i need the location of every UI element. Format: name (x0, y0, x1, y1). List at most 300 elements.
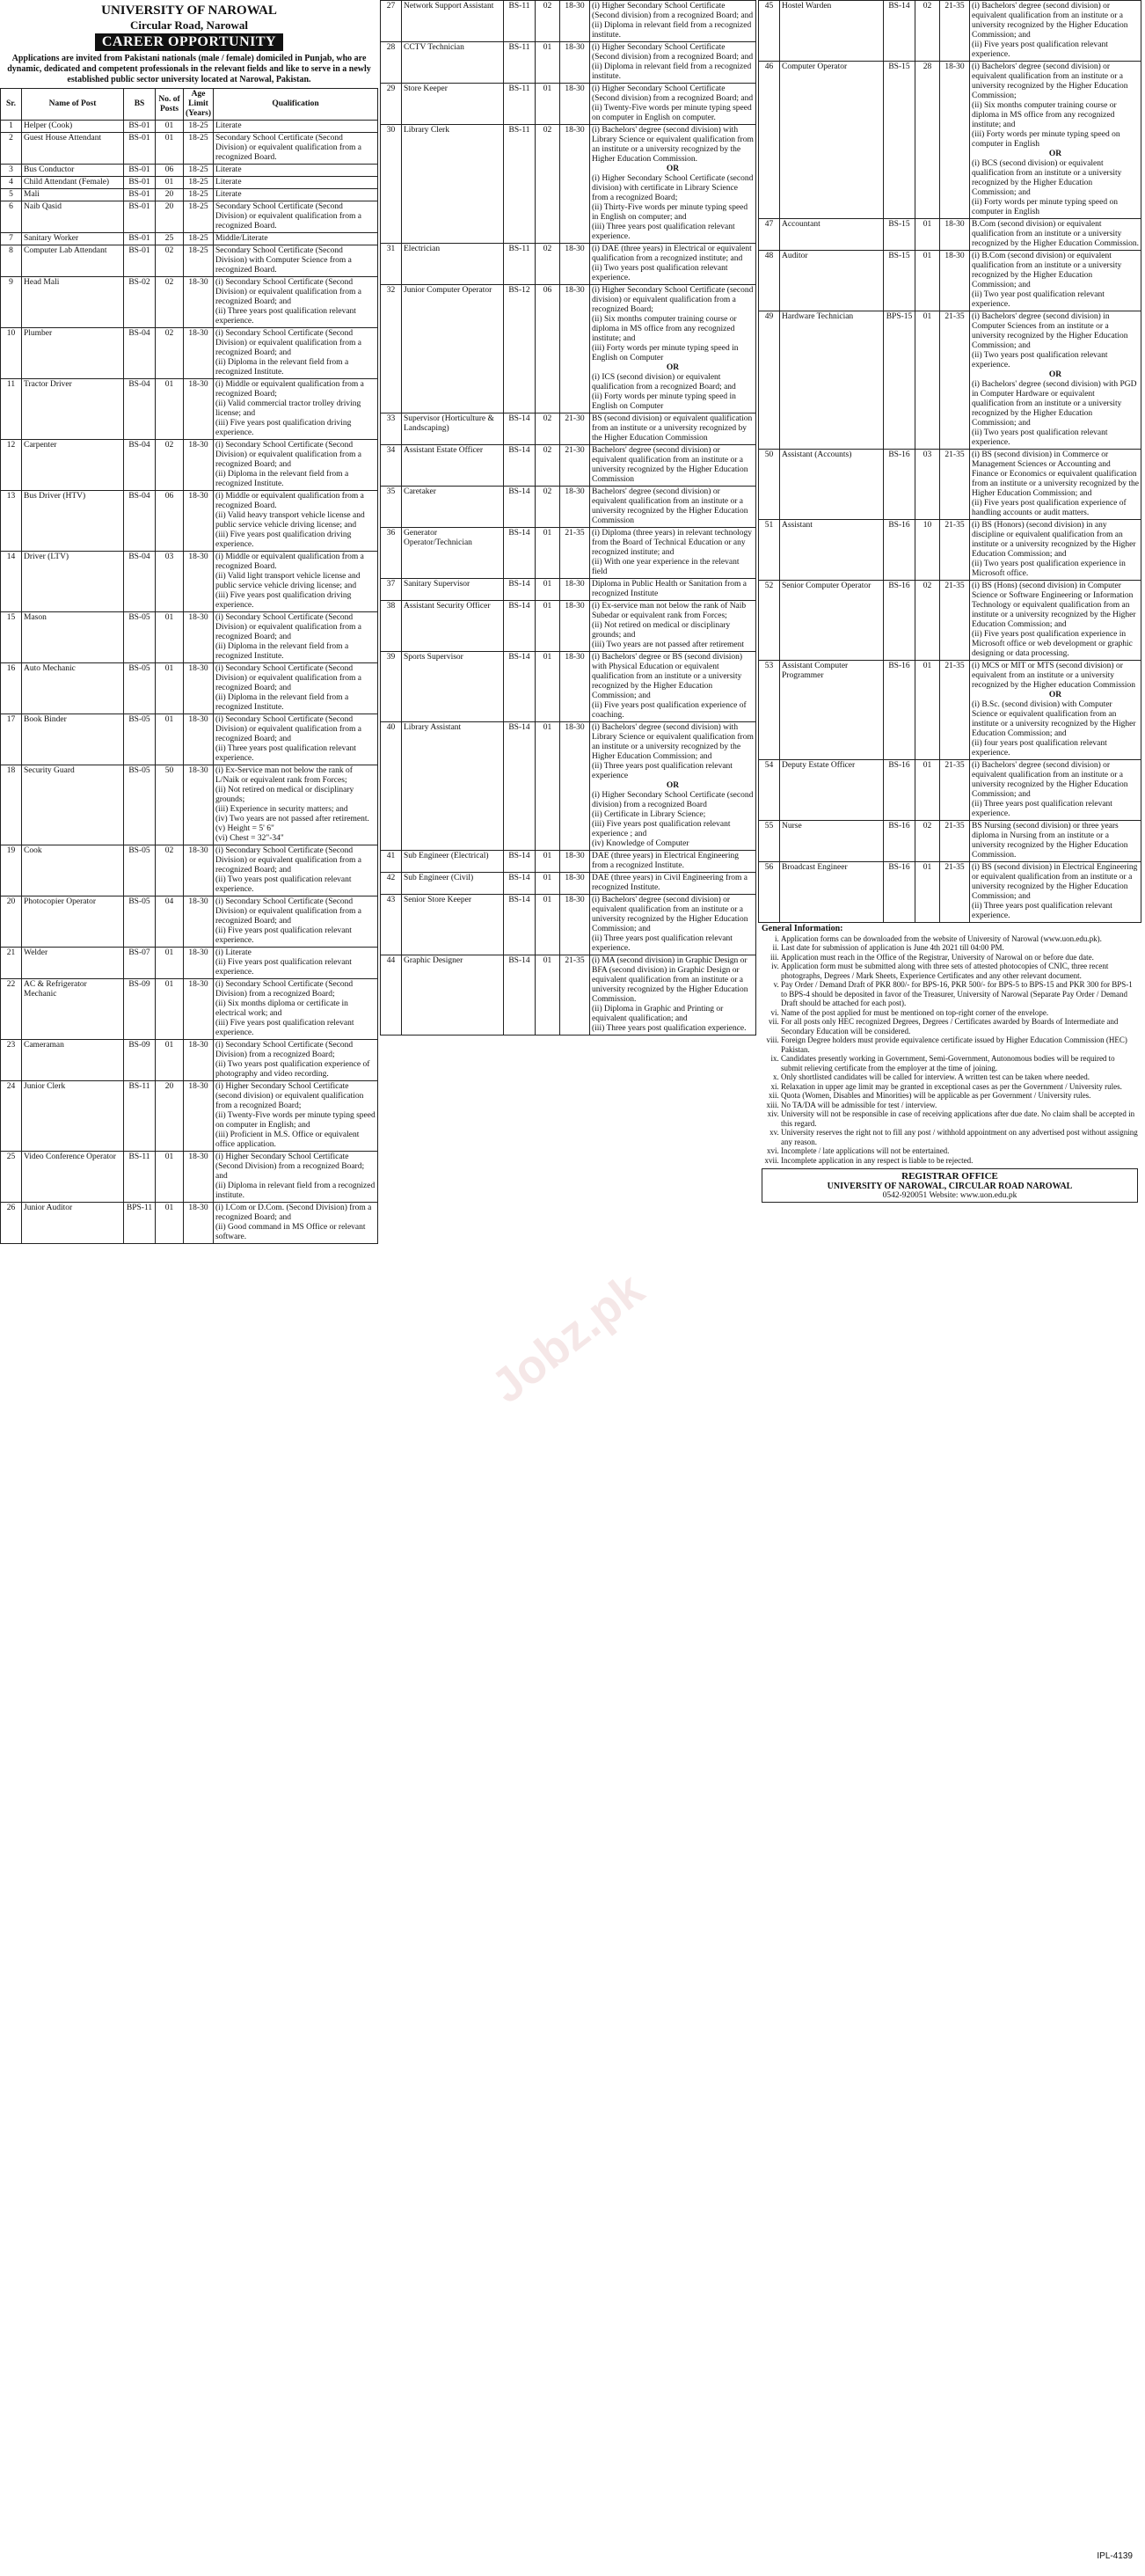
column-middle (380, 0, 756, 1036)
qualification-cell (214, 121, 378, 133)
qualification-line: (i) Ex-Service man not below the rank of L/Naik or equivalent rank from Forces; (215, 766, 353, 785)
qualification-line: (i) Higher Secondary School Certificate (Second division) from a recognized Board; and (592, 84, 754, 103)
qualification-line: (iii) Three years post qualification relevant experience. (592, 223, 735, 241)
qualification-line: (ii) four years post qualification relevant experience. (972, 739, 1107, 757)
qualification-line: (ii) Valid heavy transport vehicle license and public service vehicle driving license; and (215, 511, 365, 530)
sr-cell: 55 (759, 821, 780, 862)
table-row (381, 84, 756, 125)
qualification-line: (ii) Diploma in relevant field from a recognized institute. (592, 21, 752, 40)
post-name: Video Conference Operator (22, 1152, 124, 1203)
posts-cell: 03 (156, 552, 184, 612)
table-row (381, 652, 756, 722)
qualification-line: (iii) Experience in security matters; and (215, 805, 348, 814)
age-cell: 18-30 (184, 1081, 214, 1152)
table-row (381, 125, 756, 244)
registrar-contact: 0542-920051 Website: www.uon.edu.pk (882, 1191, 1017, 1200)
bs-cell: BS-16 (884, 520, 915, 581)
qualification-cell (214, 663, 378, 714)
age-cell: 18-30 (184, 440, 214, 491)
post-name: Sub Engineer (Civil) (402, 873, 504, 895)
qualification-cell (214, 979, 378, 1040)
qualification-cell (214, 1203, 378, 1244)
bs-cell: BS-05 (124, 663, 156, 714)
qualification-cell (214, 765, 378, 845)
post-name: Sports Supervisor (402, 652, 504, 722)
bs-cell: BS-14 (504, 413, 536, 445)
bs-cell: BS-15 (884, 62, 915, 219)
qualification-line: (ii) With one year experience in the relevant field (592, 558, 740, 576)
qualification-line: (ii) Forty words per minute typing speed in English on Computer (592, 392, 736, 411)
post-name: Deputy Estate Officer (780, 760, 884, 821)
bs-cell: BS-16 (884, 450, 915, 520)
age-cell: 18-30 (184, 765, 214, 845)
bs-cell: BS-14 (504, 851, 536, 873)
sr-cell: 8 (1, 245, 22, 277)
bs-cell: BS-14 (504, 895, 536, 955)
posts-cell: 02 (915, 581, 940, 661)
bs-cell: BS-01 (124, 189, 156, 201)
sr-cell: 18 (1, 765, 22, 845)
qualification-line: (ii) Twenty-Five words per minute typing speed on computer in English; and (215, 1111, 376, 1130)
qualification-cell (214, 277, 378, 328)
qualification-line: (i) Secondary School Certificate (Second Division) or equivalent qualification from a recognized Board; and (215, 329, 361, 357)
qualification-line: DAE (three years) in Civil Engineering from a recognized Institute. (592, 874, 748, 892)
posts-cell: 02 (536, 413, 560, 445)
bs-cell: BS-11 (504, 84, 536, 125)
column-right (758, 0, 1141, 1203)
sr-cell: 52 (759, 581, 780, 661)
qualification-line: (i) Higher Secondary School Certificate (second division) with certificate in Library Science from a recognized Board; (592, 174, 754, 202)
registrar-box (762, 1168, 1138, 1203)
or-separator: OR (1048, 370, 1062, 379)
bs-cell: BS-04 (124, 491, 156, 552)
qualification-cell (590, 528, 756, 579)
sr-cell: 29 (381, 84, 402, 125)
post-name: Assistant Computer Programmer (780, 661, 884, 760)
table-row (759, 760, 1141, 821)
qualification-line: Secondary School Certificate (Second Division) with Computer Science from a recognized Board. (215, 246, 352, 274)
general-info-item: v. Pay Order / Demand Draft of PKR 800/- for BPS-16, PKR 500/- for BPS-5 to BPS-15 and PKR 300 for BPS-1 to BPS-4 should be deposited in favor of the Treasurer, University of Narowal (Separate Pay Order / Demand Draft should be attached for each post). (781, 980, 1138, 1008)
table-row (759, 311, 1141, 450)
qualification-cell (214, 491, 378, 552)
qualification-line: (i) Higher Secondary School Certificate (second division) or equivalent qualification from a recognized Board; (215, 1082, 364, 1110)
posts-cell: 20 (156, 189, 184, 201)
bs-cell: BS-16 (884, 581, 915, 661)
qualification-line: (i) Middle or equivalent qualification from a recognized Board. (215, 553, 364, 571)
qualification-line: (ii) Valid light transport vehicle license and public service vehicle driving license; and (215, 572, 361, 590)
age-cell: 21-35 (940, 1, 970, 62)
general-info-item: xv. University reserves the right not to fill any post / withhold appointment on any advertised post without assigning any reason. (781, 1128, 1138, 1146)
posts-cell: 01 (156, 714, 184, 765)
age-cell: 21-35 (940, 821, 970, 862)
bs-cell: BS-04 (124, 552, 156, 612)
sr-cell: 27 (381, 1, 402, 42)
age-cell: 18-25 (184, 245, 214, 277)
age-cell: 18-30 (184, 1040, 214, 1081)
age-cell: 18-25 (184, 165, 214, 177)
qualification-line: (ii) Thirty-Five words per minute typing speed in English on computer; and (592, 203, 748, 222)
qualification-line: (iii) Forty words per minute typing speed in English on Computer (592, 344, 739, 362)
age-cell: 18-30 (184, 1152, 214, 1203)
post-name: Driver (LTV) (22, 552, 124, 612)
sr-cell: 2 (1, 133, 22, 165)
bs-cell: BS-11 (124, 1152, 156, 1203)
sr-cell: 46 (759, 62, 780, 219)
bs-cell: BS-14 (504, 955, 536, 1036)
sr-cell: 47 (759, 219, 780, 251)
age-cell: 18-30 (560, 722, 590, 851)
post-name: Bus Conductor (22, 165, 124, 177)
qualification-cell (214, 233, 378, 245)
sr-cell: 30 (381, 125, 402, 244)
qualification-line: (iii) Five years post qualification relevant experience. (215, 1019, 354, 1037)
table-row (1, 1152, 378, 1203)
qualification-line: (i) Ex-service man not below the rank of Naib Subedar or equivalent rank from Forces; (592, 602, 747, 620)
sr-cell: 14 (1, 552, 22, 612)
qualification-line: (vi) Chest = 32"-34" (215, 834, 284, 843)
qualification-cell (590, 722, 756, 851)
post-name: Book Binder (22, 714, 124, 765)
qualification-cell (214, 379, 378, 440)
age-cell: 18-25 (184, 121, 214, 133)
sr-cell: 25 (1, 1152, 22, 1203)
bs-cell: BPS-11 (124, 1203, 156, 1244)
qualification-line: (ii) Certificate in Library Science; (592, 810, 706, 819)
post-name: Caretaker (402, 487, 504, 528)
qualification-cell (590, 895, 756, 955)
general-info-item: ix. Candidates presently working in Government, Semi-Government, Autonomous bodies will be required to submit relieving certificate from the employer at the time of joining. (781, 1054, 1138, 1072)
table-row (759, 251, 1141, 311)
general-info-item: xvii. Incomplete application in any respect is liable to be rejected. (781, 1156, 1138, 1166)
post-name: Auditor (780, 251, 884, 311)
ipl-number: IPL-4139 (1097, 2551, 1133, 2561)
qualification-line: (ii) Diploma in Graphic and Printing or equivalent qualification; and (592, 1005, 724, 1023)
general-info-item: vii. For all posts only HEC recognized Degrees, Degrees / Certificates awarded by Boards of Intermediate and Secondary Education will be considered. (781, 1017, 1138, 1036)
posts-cell: 01 (156, 1203, 184, 1244)
sr-cell: 40 (381, 722, 402, 851)
age-cell: 21-35 (940, 311, 970, 450)
post-name: Nurse (780, 821, 884, 862)
posts-cell: 01 (156, 1152, 184, 1203)
table-row (381, 244, 756, 285)
sr-cell: 36 (381, 528, 402, 579)
qualification-line: (i) DAE (three years) in Electrical or equivalent qualification from a recognized institute; and (592, 245, 752, 263)
general-info-item: x. Only shortlisted candidates will be called for interview. A written test can be taken where needed. (781, 1072, 1138, 1082)
qualification-line: B.Com (second division) or equivalent qualification from an institute or a university recognized by the Higher Education Commission. (972, 220, 1139, 248)
bs-cell: BS-01 (124, 177, 156, 189)
bs-cell: BS-01 (124, 201, 156, 233)
post-name: Network Support Assistant (402, 1, 504, 42)
header-name: Name of Post (22, 89, 124, 121)
age-cell: 18-30 (560, 244, 590, 285)
qualification-line: (i) Higher Secondary School Certificate (second division) from a recognized Board (592, 791, 754, 809)
qualification-line: (ii) Three years post qualification relevant experience. (592, 934, 733, 953)
bs-cell: BS-16 (884, 760, 915, 821)
age-cell: 21-35 (940, 450, 970, 520)
post-name: Mali (22, 189, 124, 201)
post-name: Bus Driver (HTV) (22, 491, 124, 552)
qualification-line: (iv) Knowledge of Computer (592, 839, 689, 848)
posts-cell: 01 (915, 862, 940, 923)
qualification-line: (ii) Three years post qualification relevant experience. (215, 307, 356, 326)
qualification-cell (970, 1, 1141, 62)
sr-cell: 24 (1, 1081, 22, 1152)
general-info-item: xiii. No TA/DA will be admissible for test / interview. (781, 1101, 1138, 1110)
sr-cell: 37 (381, 579, 402, 601)
jobs-table-left (0, 88, 378, 1244)
post-name: Junior Auditor (22, 1203, 124, 1244)
post-name: Senior Store Keeper (402, 895, 504, 955)
qualification-line: (ii) Three years post qualification relevant experience. (972, 902, 1112, 920)
qualification-cell (214, 552, 378, 612)
bs-cell: BS-05 (124, 612, 156, 663)
qualification-line: (ii) Diploma in the relevant field from a recognized Institute. (215, 358, 349, 377)
bs-cell: BS-14 (504, 722, 536, 851)
qualification-line: (ii) Three years post qualification relevant experience. (972, 800, 1112, 818)
general-info-item: xiv. University will not be responsible in case of receiving applications after due date. No claim shall be accepted in this regard. (781, 1109, 1138, 1128)
table-row (381, 528, 756, 579)
posts-cell: 20 (156, 1081, 184, 1152)
qualification-line: (i) Bachelors' degree (second division) or equivalent qualification from an institute or a university recognized by the Higher Education Commission; and (592, 896, 748, 933)
or-separator: OR (666, 363, 680, 372)
posts-cell: 28 (915, 62, 940, 219)
posts-cell: 06 (156, 491, 184, 552)
qualification-line: (iii) Three years post qualification experience. (592, 1024, 747, 1033)
table-row (1, 133, 378, 165)
registrar-address: UNIVERSITY OF NAROWAL, CIRCULAR ROAD NAROWAL (827, 1182, 1073, 1191)
age-cell: 18-30 (184, 552, 214, 612)
qualification-line: (i) Middle or equivalent qualification from a recognized Board; (215, 380, 364, 399)
age-cell: 18-30 (184, 379, 214, 440)
post-name: Senior Computer Operator (780, 581, 884, 661)
qualification-cell (970, 520, 1141, 581)
posts-cell: 02 (536, 1, 560, 42)
qualification-cell (590, 487, 756, 528)
qualification-line: (i) Bachelors' degree (second division) with Library Science or equivalent qualification from an institute or a university recognized by the Higher Education Commission; and (592, 723, 754, 761)
age-cell: 18-30 (560, 601, 590, 652)
qualification-line: (ii) Two years post qualification relevant experience. (972, 428, 1108, 447)
posts-cell: 01 (536, 652, 560, 722)
age-cell: 18-25 (184, 133, 214, 165)
qualification-line: (i) Secondary School Certificate (Second Division) from a recognized Board; (215, 1041, 354, 1059)
qualification-cell (590, 244, 756, 285)
qualification-line: Middle/Literate (215, 234, 268, 243)
sr-cell: 13 (1, 491, 22, 552)
sr-cell: 32 (381, 285, 402, 413)
age-cell: 18-30 (184, 663, 214, 714)
age-cell: 18-30 (184, 714, 214, 765)
qualification-cell (970, 62, 1141, 219)
posts-cell: 02 (156, 440, 184, 491)
bs-cell: BS-11 (504, 1, 536, 42)
bs-cell: BS-16 (884, 661, 915, 760)
table-row (1, 552, 378, 612)
age-cell: 18-30 (184, 612, 214, 663)
university-title: UNIVERSITY OF NAROWAL (101, 4, 277, 18)
table-row (1, 121, 378, 133)
bs-cell: BS-11 (504, 42, 536, 84)
table-row (759, 862, 1141, 923)
qualification-cell (590, 579, 756, 601)
post-name: Auto Mechanic (22, 663, 124, 714)
post-name: Cook (22, 845, 124, 896)
sr-cell: 45 (759, 1, 780, 62)
age-cell: 18-25 (184, 233, 214, 245)
qualification-line: (ii) Five years post qualification experience of handling accounts or audit matters. (972, 499, 1127, 517)
qualification-cell (970, 821, 1141, 862)
age-cell: 18-30 (560, 125, 590, 244)
qualification-line: (i) Secondary School Certificate (Second Division) or equivalent qualification from a recognized Board; and (215, 613, 361, 641)
table-row (759, 821, 1141, 862)
post-name: Naib Qasid (22, 201, 124, 233)
age-cell: 21-35 (940, 661, 970, 760)
age-cell: 18-30 (940, 62, 970, 219)
age-cell: 18-30 (184, 491, 214, 552)
bs-cell: BS-14 (504, 873, 536, 895)
table-row (381, 722, 756, 851)
post-name: Guest House Attendant (22, 133, 124, 165)
qualification-cell (214, 1152, 378, 1203)
table-row (381, 1, 756, 42)
bs-cell: BS-01 (124, 233, 156, 245)
age-cell: 21-30 (560, 413, 590, 445)
bs-cell: BS-11 (504, 125, 536, 244)
or-separator: OR (666, 781, 680, 790)
qualification-line: (ii) Five years post qualification relevant experience. (215, 958, 352, 977)
general-info-item: i. Application forms can be downloaded from the website of University of Narowal (www.uon.edu.pk). (781, 934, 1138, 944)
post-name: Assistant Security Officer (402, 601, 504, 652)
qualification-line: (i) Bachelors' degree or BS (second division) with Physical Education or equivalent qualification from an institute or a university recognized by the Higher Education Commission; and (592, 653, 743, 700)
table-row (1, 1040, 378, 1081)
qualification-cell (590, 445, 756, 487)
bs-cell: BS-14 (504, 601, 536, 652)
bs-cell: BS-01 (124, 133, 156, 165)
posts-cell: 01 (915, 661, 940, 760)
sr-cell: 15 (1, 612, 22, 663)
header (0, 4, 378, 51)
post-name: Electrician (402, 244, 504, 285)
qualification-line: Bachelors' degree (second division) or equivalent qualification from an institute or a university recognized by the Higher Education Commission (592, 446, 748, 484)
bs-cell: BS-11 (124, 1081, 156, 1152)
qualification-line: (ii) Five years post qualification relevant experience. (972, 40, 1108, 59)
age-cell: 18-30 (560, 873, 590, 895)
qualification-line: (i) ICS (second division) or equivalent qualification from a recognized Board; and (592, 373, 736, 392)
sr-cell: 44 (381, 955, 402, 1036)
posts-cell: 01 (536, 955, 560, 1036)
posts-cell: 01 (536, 84, 560, 125)
qualification-line: (i) BS (Honors) (second division) in any discipline or equivalent qualification from an institute or a university recognized by the Higher Education Commission; and (972, 521, 1136, 559)
bs-cell: BS-05 (124, 765, 156, 845)
sr-cell: 43 (381, 895, 402, 955)
posts-cell: 02 (156, 845, 184, 896)
posts-cell: 01 (156, 121, 184, 133)
bs-cell: BS-11 (504, 244, 536, 285)
qualification-cell (214, 245, 378, 277)
posts-cell: 25 (156, 233, 184, 245)
sr-cell: 10 (1, 328, 22, 379)
university-address: Circular Road, Narowal (130, 18, 248, 32)
qualification-cell (590, 851, 756, 873)
table-row (759, 450, 1141, 520)
posts-cell: 20 (156, 201, 184, 233)
qualification-line: (iii) Five years post qualification relevant experience ; and (592, 820, 731, 838)
table-row (1, 201, 378, 233)
qualification-line: (i) B.Com (second division) or equivalent qualification from an institute or a university recognized by the Higher Education Commission; and (972, 252, 1122, 289)
sr-cell: 22 (1, 979, 22, 1040)
qualification-cell (590, 413, 756, 445)
qualification-line: (ii) Five years post qualification experience of coaching. (592, 701, 747, 720)
bs-cell: BS-16 (884, 862, 915, 923)
posts-cell: 01 (156, 133, 184, 165)
qualification-line: (i) Secondary School Certificate (Second Division) or equivalent qualification from a recognized Board; and (215, 278, 361, 306)
post-name: Computer Operator (780, 62, 884, 219)
table-row (1, 714, 378, 765)
age-cell: 18-30 (560, 487, 590, 528)
qualification-line: (ii) Two years post qualification relevant experience. (592, 264, 728, 282)
qualification-line: (i) Bachelors' degree (second division) with PGD in Computer Hardware or equivalent qualification from an institute or a university recognized by the Higher Education Commission; and (972, 380, 1137, 428)
age-cell: 18-30 (184, 948, 214, 979)
qualification-line: (i) Secondary School Certificate (Second Division) or equivalent qualification from a recognized Board; and (215, 715, 361, 743)
qualification-line: (ii) Not retired on medical or disciplinary grounds; (215, 786, 354, 804)
post-name: Plumber (22, 328, 124, 379)
posts-cell: 02 (156, 277, 184, 328)
age-cell: 18-25 (184, 201, 214, 233)
sr-cell: 17 (1, 714, 22, 765)
qualification-line: (ii) Five years post qualification experience in Microsoft office or web development or graphic designing or data processing. (972, 630, 1133, 658)
table-row (1, 277, 378, 328)
qualification-cell (970, 581, 1141, 661)
table-row (1, 233, 378, 245)
posts-cell: 01 (536, 528, 560, 579)
sr-cell: 5 (1, 189, 22, 201)
post-name: Photocopier Operator (22, 896, 124, 948)
qualification-line: (i) BS (Hons) (second division) in Computer Science or Software Engineering or Information Technology or equivalent qualification from an institute or a university recognized by the Higher Education Commission; and (972, 582, 1136, 629)
posts-cell: 01 (156, 948, 184, 979)
sr-cell: 31 (381, 244, 402, 285)
bs-cell: BS-01 (124, 121, 156, 133)
table-row (381, 42, 756, 84)
bs-cell: BS-14 (504, 445, 536, 487)
qualification-line: (i) Secondary School Certificate (Second Division) or equivalent qualification from a recognized Board; and (215, 846, 361, 875)
column-left (0, 0, 378, 1244)
qualification-line: (i) Literate (215, 948, 252, 957)
table-row (1, 979, 378, 1040)
qualification-line: (ii) Two years post qualification relevant experience. (215, 875, 352, 894)
qualification-line: (ii) Diploma in the relevant field from a recognized Institute. (215, 470, 349, 488)
sr-cell: 41 (381, 851, 402, 873)
qualification-cell (970, 862, 1141, 923)
qualification-cell (590, 84, 756, 125)
table-row (381, 895, 756, 955)
qualification-line: (ii) Six months computer training course or diploma in MS office from any recognized institute; and (972, 101, 1117, 129)
table-row (1, 189, 378, 201)
sr-cell: 49 (759, 311, 780, 450)
qualification-cell (970, 219, 1141, 251)
qualification-cell (214, 1040, 378, 1081)
qualification-line: Bachelors' degree (second division) or equivalent qualification from an institute or a university recognized by the Higher Education Commission (592, 487, 748, 525)
bs-cell: BS-14 (504, 652, 536, 722)
qualification-line: (ii) Diploma in the relevant field from a recognized Institute. (215, 642, 349, 661)
qualification-cell (970, 661, 1141, 760)
qualification-line: BS Nursing (second division) or three years diploma in Nursing from an institute or a university recognized by the Higher Education Commission. (972, 822, 1128, 860)
post-name: Mason (22, 612, 124, 663)
posts-cell: 01 (156, 663, 184, 714)
posts-cell: 01 (915, 311, 940, 450)
qualification-line: (i) Secondary School Certificate (Second Division) or equivalent qualification from a recognized Board; and (215, 664, 361, 692)
table-row (759, 661, 1141, 760)
qualification-line: (i) Bachelors' degree (second division) with Library Science or equivalent qualification from an institute or a university recognized by the Higher Education Commission. (592, 126, 754, 164)
bs-cell: BS-14 (504, 579, 536, 601)
